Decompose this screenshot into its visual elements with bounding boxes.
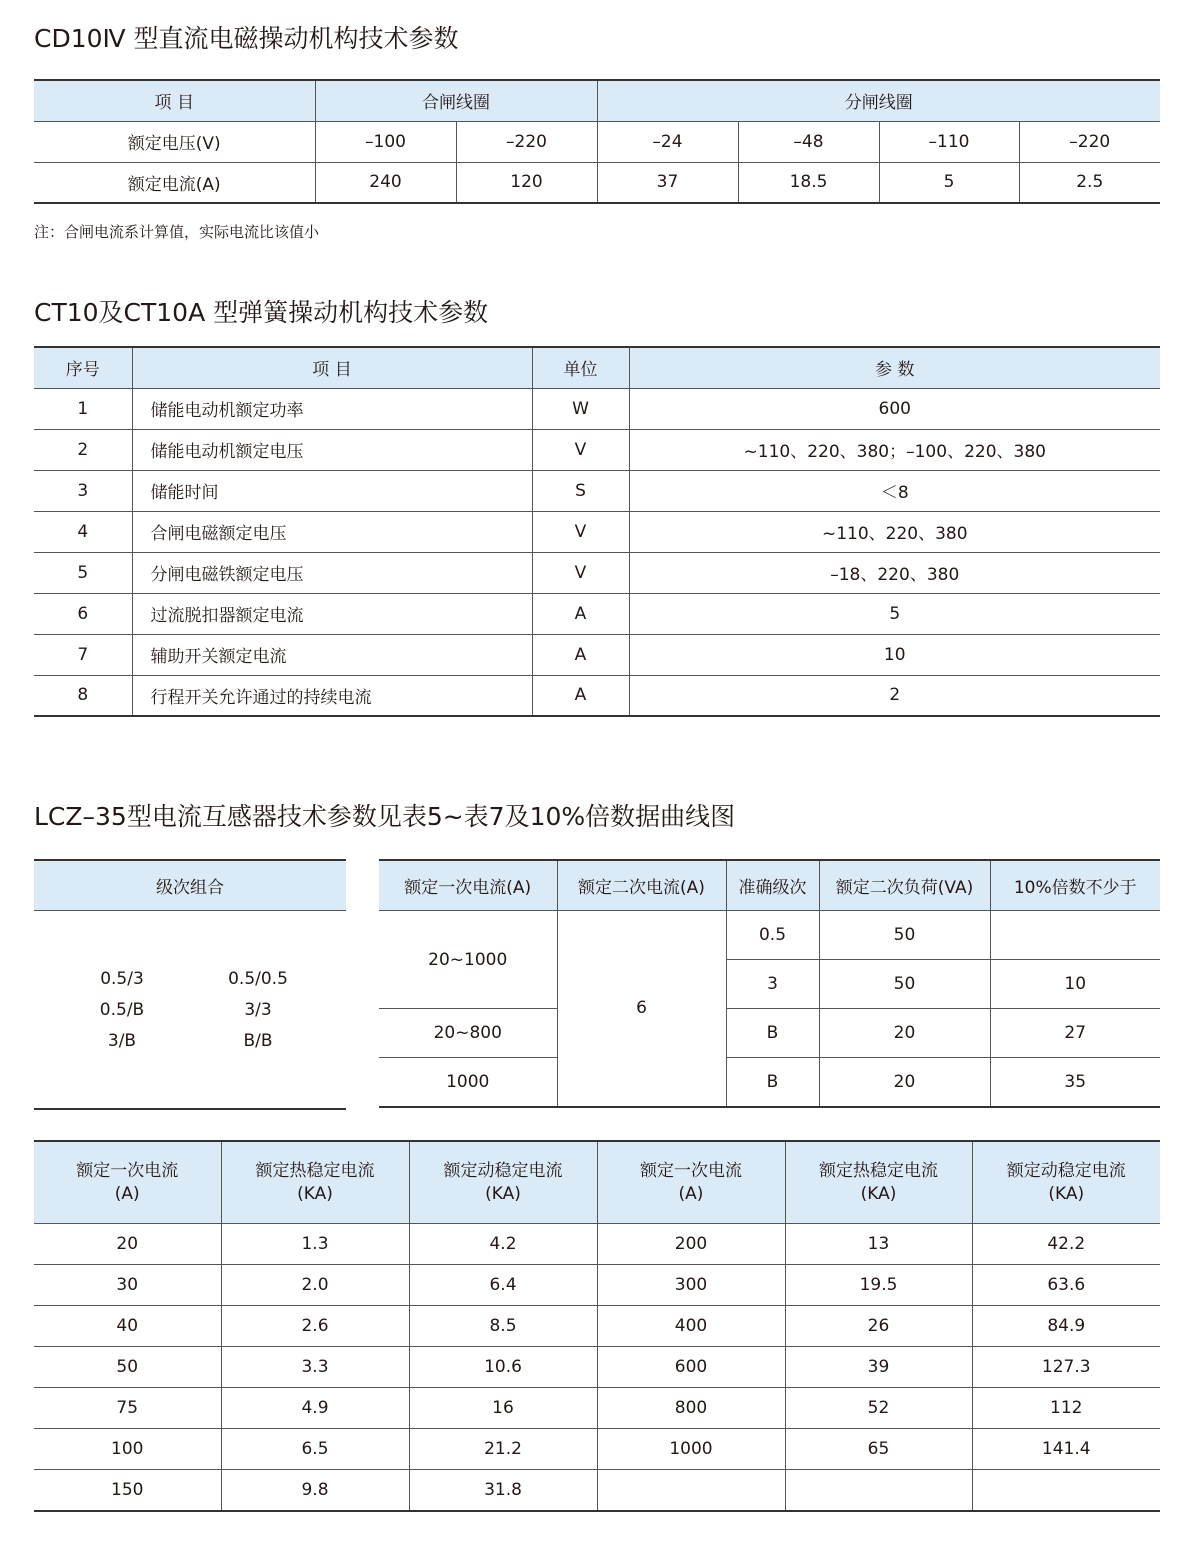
header-secondary-load: 额定二次负荷(VA) xyxy=(819,860,990,911)
ct10-parameter-table xyxy=(34,346,1160,717)
table-row xyxy=(34,675,1160,716)
cell: –24 xyxy=(597,121,738,162)
cell-unit: S xyxy=(532,470,629,511)
cell-accuracy: 3 xyxy=(726,960,819,1009)
cell-secondary: 6 xyxy=(557,911,726,1107)
cell-accuracy: B xyxy=(726,1058,819,1107)
table-row xyxy=(34,593,1160,634)
combo-item: B/B xyxy=(243,1030,273,1051)
cell: –110 xyxy=(879,121,1019,162)
cell: 18.5 xyxy=(738,162,879,203)
header-value: 参 数 xyxy=(629,347,1160,388)
cell: 150 xyxy=(34,1470,221,1511)
cell-value: 2 xyxy=(629,675,1160,716)
cell: 141.4 xyxy=(972,1429,1160,1470)
header-accuracy-class: 准确级次 xyxy=(726,860,819,911)
cell: 16 xyxy=(409,1388,597,1429)
cell: 5 xyxy=(879,162,1019,203)
cell: 20 xyxy=(34,1224,221,1265)
header-thermal-current: 额定热稳定电流 (KA) xyxy=(221,1141,409,1224)
cell xyxy=(972,1470,1160,1511)
cell: 4.9 xyxy=(221,1388,409,1429)
cell-unit: A xyxy=(532,675,629,716)
cell: 240 xyxy=(315,162,456,203)
cell-item: 合闸电磁额定电压 xyxy=(132,511,532,552)
row-label: 额定电压(V) xyxy=(34,121,315,162)
cell-index: 4 xyxy=(34,511,132,552)
header-secondary-current: 额定二次电流(A) xyxy=(557,860,726,911)
table-row xyxy=(34,121,1160,162)
cell: 21.2 xyxy=(409,1429,597,1470)
cell: 26 xyxy=(785,1306,972,1347)
combo-item: 0.5/3 xyxy=(100,968,144,989)
cell-load: 20 xyxy=(819,1058,990,1107)
cell: 2.5 xyxy=(1019,162,1160,203)
table-row xyxy=(34,1388,1160,1429)
cell-item: 储能电动机额定功率 xyxy=(132,388,532,429)
cell: 10.6 xyxy=(409,1347,597,1388)
cell: 200 xyxy=(597,1224,785,1265)
combination-table xyxy=(34,859,346,1110)
cell-accuracy: 0.5 xyxy=(726,911,819,960)
cell-multiple: 35 xyxy=(990,1058,1160,1107)
cell: 8.5 xyxy=(409,1306,597,1347)
cell-value: 5 xyxy=(629,593,1160,634)
combo-item: 0.5/B xyxy=(99,999,145,1020)
cell-value: 10 xyxy=(629,634,1160,675)
table-row xyxy=(34,1347,1160,1388)
transformer-spec-table xyxy=(379,859,1160,1108)
table-row xyxy=(34,1470,1160,1511)
cell-unit: V xyxy=(532,511,629,552)
cell: –48 xyxy=(738,121,879,162)
header-primary-current: 额定一次电流 (A) xyxy=(34,1141,221,1224)
table-row xyxy=(34,1306,1160,1347)
header-item: 项 目 xyxy=(34,80,315,121)
header-index: 序号 xyxy=(34,347,132,388)
table-row xyxy=(34,388,1160,429)
cell-unit: V xyxy=(532,552,629,593)
section1-title: CD10Ⅳ 型直流电磁操动机构技术参数 xyxy=(34,24,459,53)
header-open-coil: 分闸线圈 xyxy=(597,80,1160,121)
combo-item: 3/3 xyxy=(244,999,272,1020)
cell-multiple: 10 xyxy=(990,960,1160,1009)
cell-unit: W xyxy=(532,388,629,429)
header-dynamic-current: 额定动稳定电流 (KA) xyxy=(409,1141,597,1224)
cell: 800 xyxy=(597,1388,785,1429)
cell: 2.0 xyxy=(221,1265,409,1306)
section1-note: 注：合闸电流系计算值，实际电流比该值小 xyxy=(34,223,320,241)
cell-value: –18、220、380 xyxy=(629,552,1160,593)
table-row xyxy=(34,634,1160,675)
cell-unit: V xyxy=(532,429,629,470)
section2-title: CT10及CT10A 型弹簧操动机构技术参数 xyxy=(34,298,489,327)
cell-item: 分闸电磁铁额定电压 xyxy=(132,552,532,593)
cell: 65 xyxy=(785,1429,972,1470)
header-combos: 级次组合 xyxy=(34,860,346,911)
cell-index: 1 xyxy=(34,388,132,429)
cell: 30 xyxy=(34,1265,221,1306)
cell: 300 xyxy=(597,1265,785,1306)
cell-index: 8 xyxy=(34,675,132,716)
table-row xyxy=(34,470,1160,511)
header-thermal-current: 额定热稳定电流 (KA) xyxy=(785,1141,972,1224)
cell-load: 50 xyxy=(819,911,990,960)
cell xyxy=(597,1470,785,1511)
cell-value: ＜8 xyxy=(629,470,1160,511)
cell-item: 行程开关允许通过的持续电流 xyxy=(132,675,532,716)
cell-load: 50 xyxy=(819,960,990,1009)
cell-value: ~110、220、380 xyxy=(629,511,1160,552)
cell: 2.6 xyxy=(221,1306,409,1347)
header-close-coil: 合闸线圈 xyxy=(315,80,597,121)
cell: 40 xyxy=(34,1306,221,1347)
header-primary-current: 额定一次电流(A) xyxy=(379,860,557,911)
header-unit: 单位 xyxy=(532,347,629,388)
cell: 50 xyxy=(34,1347,221,1388)
cd10-parameter-table xyxy=(34,79,1160,204)
cell xyxy=(785,1470,972,1511)
table-row xyxy=(34,552,1160,593)
header-multiple: 10%倍数不少于 xyxy=(990,860,1160,911)
cell: 13 xyxy=(785,1224,972,1265)
cell: 42.2 xyxy=(972,1224,1160,1265)
cell-primary: 1000 xyxy=(379,1058,557,1107)
cell: 31.8 xyxy=(409,1470,597,1511)
cell: 127.3 xyxy=(972,1347,1160,1388)
table-row xyxy=(379,1058,1160,1107)
cell: –100 xyxy=(315,121,456,162)
cell-index: 3 xyxy=(34,470,132,511)
table-row xyxy=(34,162,1160,203)
row-label: 额定电流(A) xyxy=(34,162,315,203)
header-primary-current: 额定一次电流 (A) xyxy=(597,1141,785,1224)
cell: –220 xyxy=(456,121,597,162)
cell-item: 辅助开关额定电流 xyxy=(132,634,532,675)
table-row xyxy=(34,1265,1160,1306)
cell: 1.3 xyxy=(221,1224,409,1265)
cell-index: 2 xyxy=(34,429,132,470)
cell-item: 储能时间 xyxy=(132,470,532,511)
cell-unit: A xyxy=(532,634,629,675)
cell: 63.6 xyxy=(972,1265,1160,1306)
stability-current-table xyxy=(34,1140,1160,1512)
cell: 120 xyxy=(456,162,597,203)
cell-index: 7 xyxy=(34,634,132,675)
cell: 6.5 xyxy=(221,1429,409,1470)
cell-index: 6 xyxy=(34,593,132,634)
cell: 9.8 xyxy=(221,1470,409,1511)
cell: 400 xyxy=(597,1306,785,1347)
cell: 19.5 xyxy=(785,1265,972,1306)
cell: 39 xyxy=(785,1347,972,1388)
header-dynamic-current: 额定动稳定电流 (KA) xyxy=(972,1141,1160,1224)
section3-title: LCZ–35型电流互感器技术参数见表5~表7及10%倍数据曲线图 xyxy=(34,802,736,831)
cell: 3.3 xyxy=(221,1347,409,1388)
cell: 84.9 xyxy=(972,1306,1160,1347)
cell: 75 xyxy=(34,1388,221,1429)
cell: 600 xyxy=(597,1347,785,1388)
table-row xyxy=(34,1429,1160,1470)
cell: 6.4 xyxy=(409,1265,597,1306)
combo-item: 0.5/0.5 xyxy=(228,968,288,989)
cell-multiple: 27 xyxy=(990,1009,1160,1058)
cell-value: ~110、220、380；–100、220、380 xyxy=(629,429,1160,470)
table-row xyxy=(379,1009,1160,1058)
table-row xyxy=(34,511,1160,552)
cell-unit: A xyxy=(532,593,629,634)
cell: 4.2 xyxy=(409,1224,597,1265)
header-item: 项 目 xyxy=(132,347,532,388)
cell: 100 xyxy=(34,1429,221,1470)
cell-index: 5 xyxy=(34,552,132,593)
cell-multiple xyxy=(990,911,1160,960)
cell: 1000 xyxy=(597,1429,785,1470)
cell-primary: 20~800 xyxy=(379,1009,557,1058)
cell: 112 xyxy=(972,1388,1160,1429)
cell: –220 xyxy=(1019,121,1160,162)
combo-item: 3/B xyxy=(107,1030,137,1051)
cell-value: 600 xyxy=(629,388,1160,429)
cell-accuracy: B xyxy=(726,1009,819,1058)
table-row xyxy=(34,1224,1160,1265)
combos-cell xyxy=(34,911,346,1110)
cell-item: 储能电动机额定电压 xyxy=(132,429,532,470)
cell: 52 xyxy=(785,1388,972,1429)
cell-item: 过流脱扣器额定电流 xyxy=(132,593,532,634)
cell-primary: 20~1000 xyxy=(379,911,557,1009)
table-row xyxy=(34,429,1160,470)
table-row xyxy=(379,911,1160,960)
cell: 37 xyxy=(597,162,738,203)
cell-load: 20 xyxy=(819,1009,990,1058)
